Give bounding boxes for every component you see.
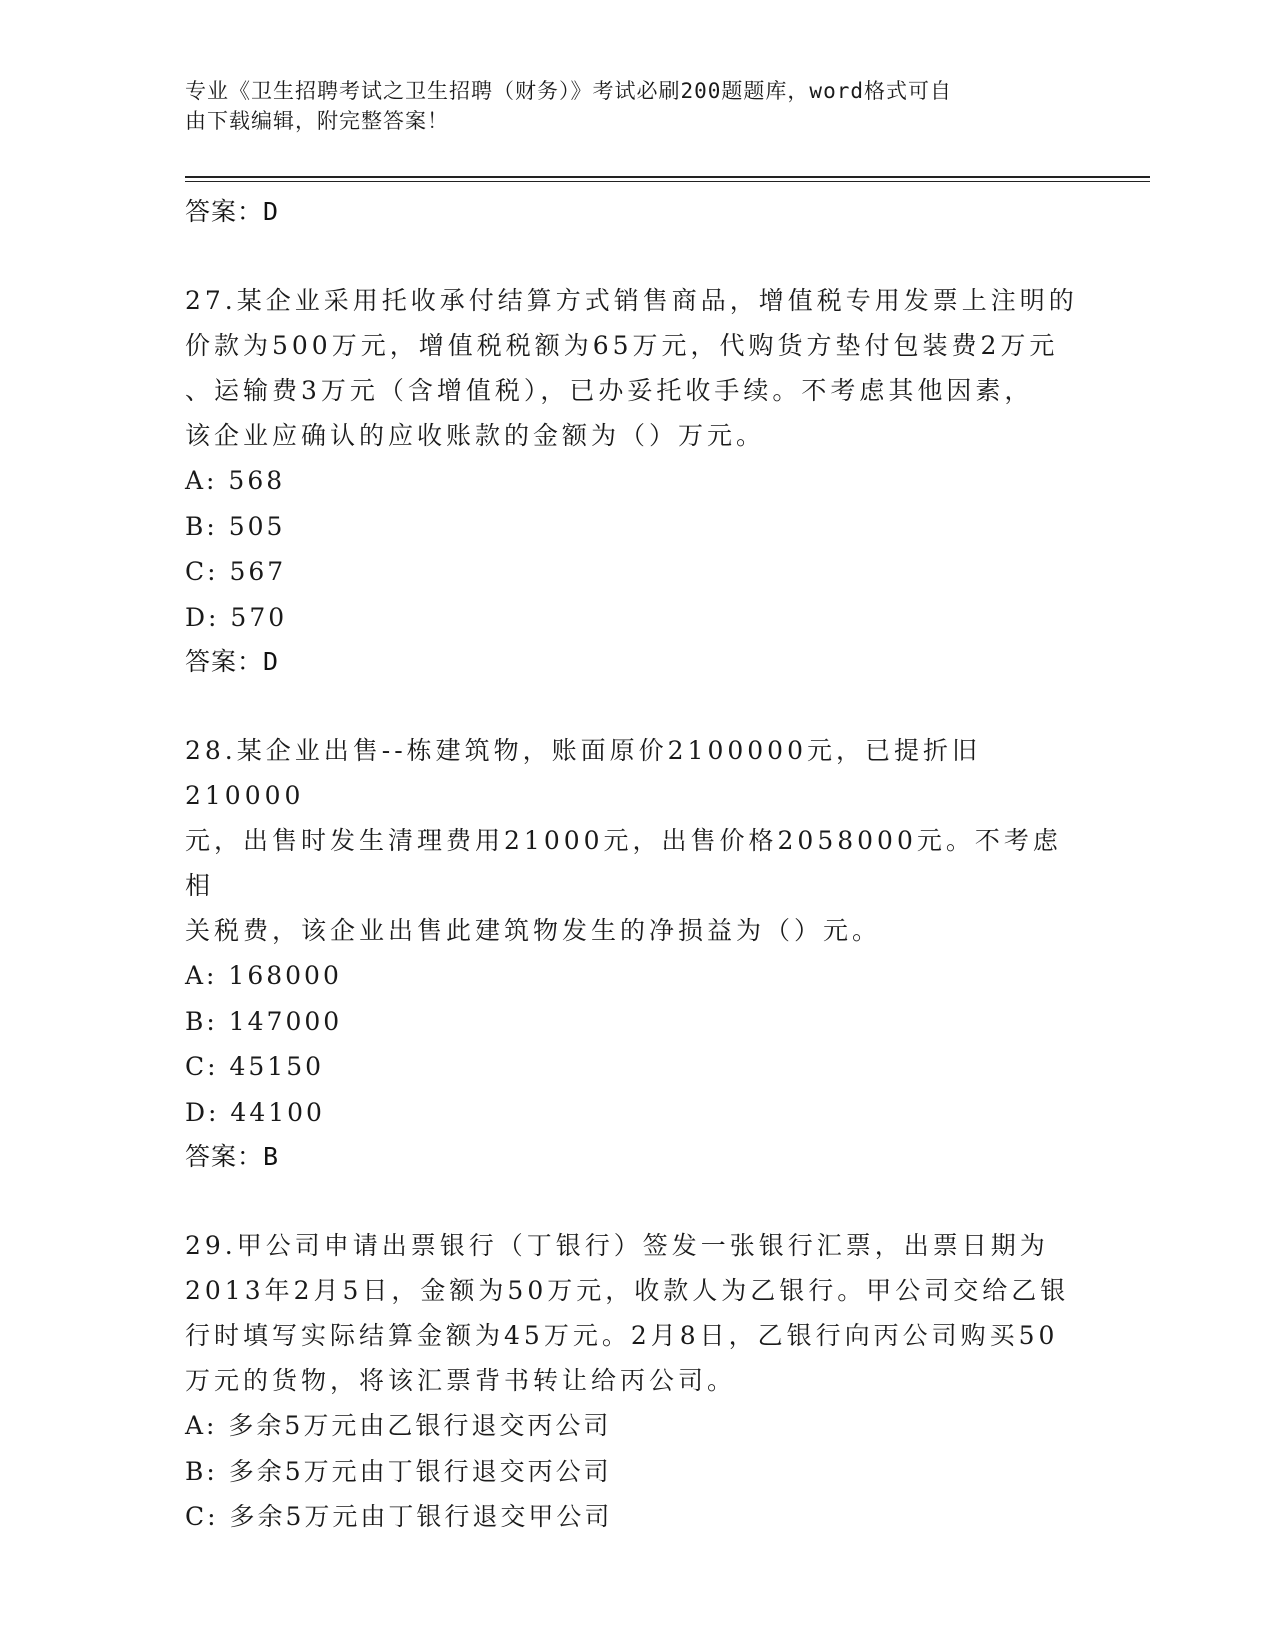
- question-text-line: 27.某企业采用托收承付结算方式销售商品，增值税专用发票上注明的: [185, 286, 1078, 315]
- question-text-line: 该企业应确认的应收账款的金额为（）万元。: [185, 421, 766, 450]
- spacer: [185, 684, 1085, 728]
- question-text-line: 关税费，该企业出售此建筑物发生的净损益为（）元。: [185, 916, 882, 945]
- question-text-line: 、运输费3万元（含增值税），已办妥托收手续。不考虑其他因素，: [185, 376, 1034, 405]
- option-d: D: 44100: [185, 1097, 325, 1127]
- question-text-line: 万元的货物，将该汇票背书转让给丙公司。: [185, 1366, 737, 1395]
- question-text-line: 价款为500万元，增值税税额为65万元，代购货方垫付包装费2万元: [185, 331, 1059, 360]
- option-a: A: 多余5万元由乙银行退交丙公司: [185, 1411, 612, 1440]
- option-b: B: 505: [185, 511, 286, 541]
- spacer: [185, 1179, 1085, 1223]
- option-d: D: 570: [185, 602, 288, 632]
- question-29: [185, 1223, 1085, 1403]
- spacer: [185, 234, 1085, 278]
- header-line-1: 专业《卫生招聘考试之卫生招聘（财务）》考试必刷200题题库，word格式可自: [185, 79, 952, 103]
- answer-27: 答案：D: [185, 647, 280, 676]
- option-c: C: 45150: [185, 1052, 325, 1081]
- option-b: B: 多余5万元由丁银行退交丙公司: [185, 1456, 612, 1486]
- answer-28: 答案：B: [185, 1142, 280, 1171]
- question-text-line: 28.某企业出售--栋建筑物，账面原价2100000元，已提折旧210000: [185, 736, 981, 810]
- question-list: [185, 190, 1085, 1540]
- header-rule-thick: [185, 176, 1150, 178]
- question-text-line: 2013年2月5日，金额为50万元，收款人为乙银行。甲公司交给乙银: [185, 1276, 1070, 1305]
- question-27: [185, 278, 1085, 458]
- header-line-2: 由下载编辑，附完整答案！: [185, 109, 449, 133]
- header-rule-thin: [185, 181, 1150, 182]
- question-text-line: 行时填写实际结算金额为45万元。2月8日，乙银行向丙公司购买50: [185, 1321, 1059, 1350]
- document-header: [185, 76, 1065, 136]
- question-text-line: 元，出售时发生清理费用21000元，出售价格2058000元。不考虑相: [185, 826, 1062, 900]
- option-a: A: 168000: [185, 961, 342, 990]
- option-a: A: 568: [185, 466, 286, 495]
- question-28: [185, 728, 1085, 953]
- option-c: C: 567: [185, 557, 287, 586]
- option-c: C: 多余5万元由丁银行退交甲公司: [185, 1502, 613, 1531]
- previous-answer: 答案：D: [185, 197, 280, 226]
- option-b: B: 147000: [185, 1006, 343, 1036]
- question-text-line: 29.甲公司申请出票银行（丁银行）签发一张银行汇票，出票日期为: [185, 1231, 1049, 1260]
